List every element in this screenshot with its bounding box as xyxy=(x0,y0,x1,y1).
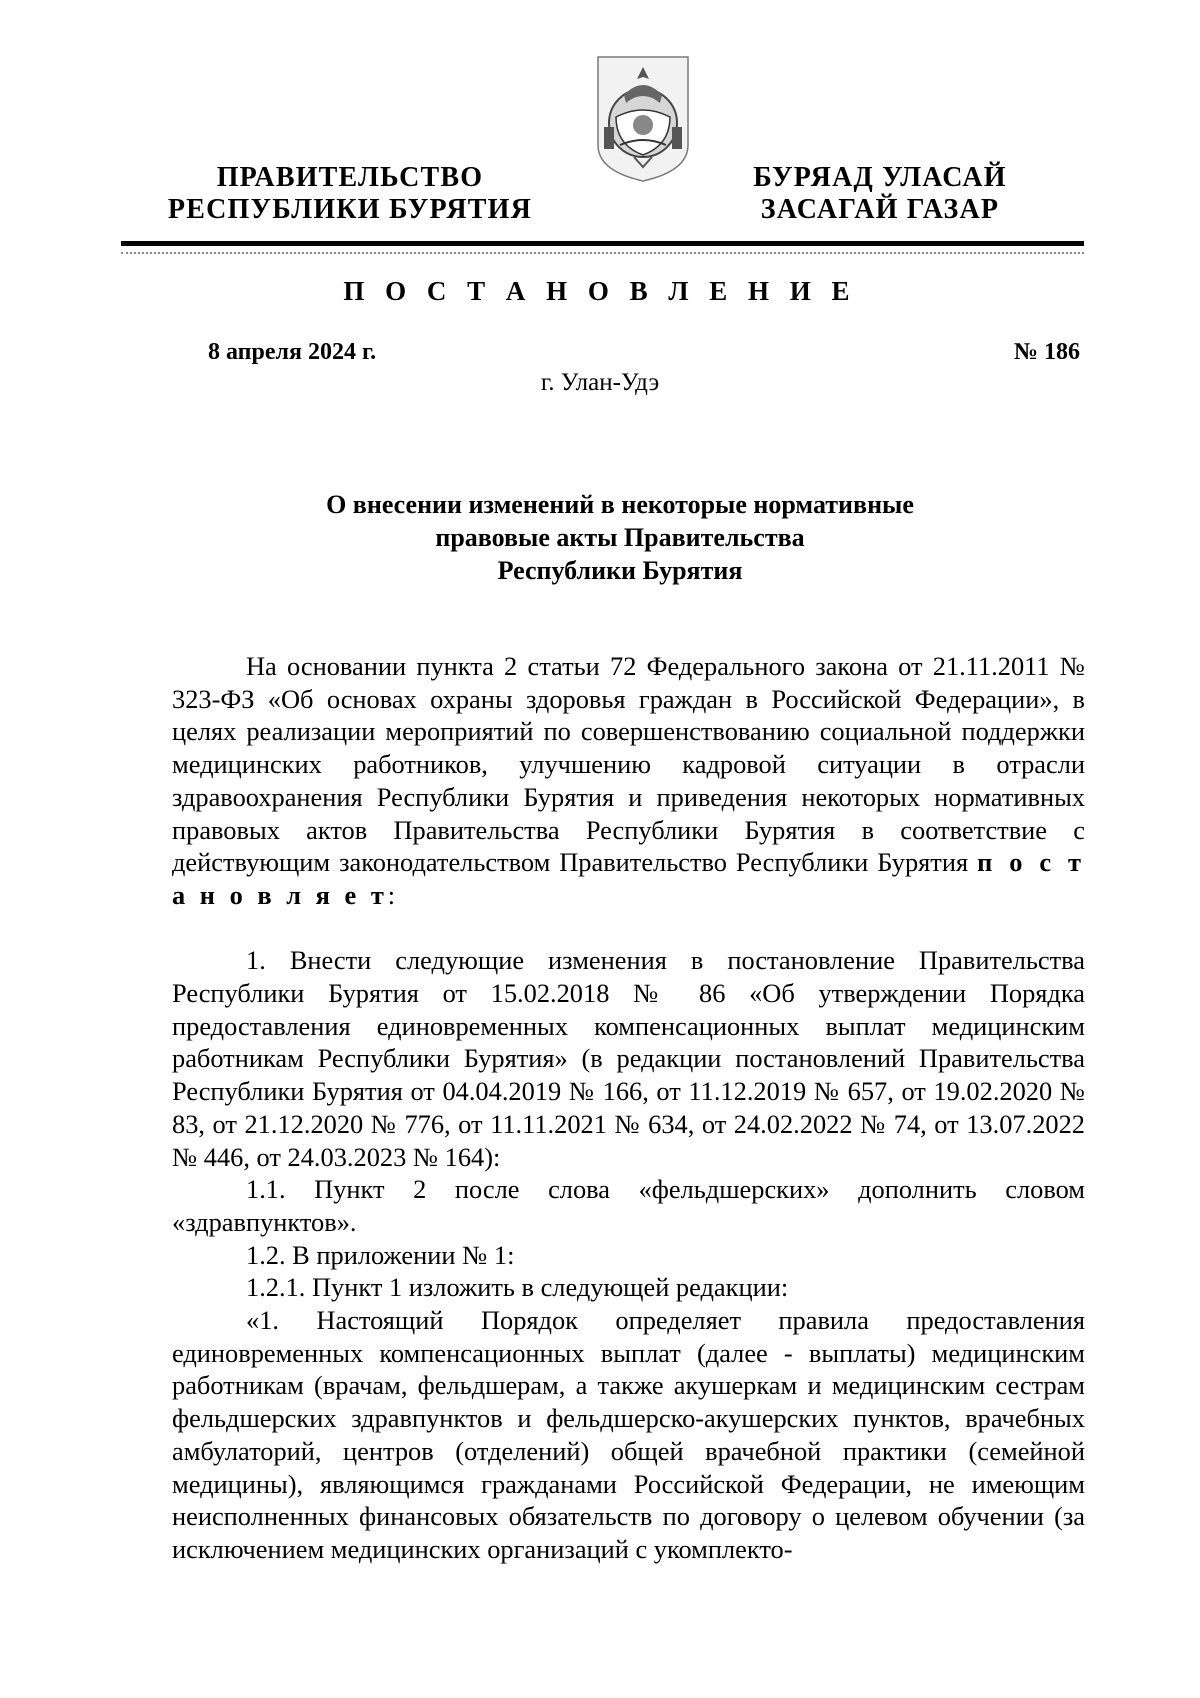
org-name-bua-line1: БУРЯАД УЛАСАЙ xyxy=(753,162,1007,193)
org-name-ru-line2: РЕСПУБЛИКИ БУРЯТИЯ xyxy=(167,194,533,225)
document-city: г. Улан-Удэ xyxy=(540,369,660,396)
preamble-paragraph xyxy=(172,650,1085,912)
coat-of-arms-icon xyxy=(594,53,692,185)
preamble-text: На основании пункта 2 статьи 72 Федерального закона от 21.11.2011 № 323-ФЗ «Об основах охраны здоровья граждан в Российской Федерации», в целях реализации мероприятий по совершенствованию социальной поддержки медицинских работников, улучшению кадровой ситуации в отрасли здравоохранения Республики Бурятия и приведения некоторых нормативных правовых актов Правительства Республики Бурятия в соответствие с действующим законодательством Правительство Республики Бурятия xyxy=(172,651,1085,878)
item-1-2-1: 1.2.1. Пункт 1 изложить в следующей редакции: xyxy=(246,1272,789,1303)
title-line-2: правовые акты Правительства xyxy=(435,523,805,552)
item-1: 1. Внести следующие изменения в постановление Правительства Республики Бурятия от 15.02.2018 № 86 «Об утверждении Порядка предоставления единовременных компенсационных выплат медицинским работникам Республики Бурятия» (в редакции постановлений Правительства Республики Бурятия от 04.04.2019 № 166, от 11.12.2019 № 657, от 19.02.2020 № 83, от 21.12.2020 № 776, от 11.11.2021 № 634, от 24.02.2022 № 74, от 13.07.2022 № 446, от 24.03.2023 № 164): xyxy=(172,945,1085,1172)
org-name-ru-line1: ПРАВИТЕЛЬСТВО xyxy=(216,162,484,193)
header-rule-thick xyxy=(121,241,1084,246)
resolves-word: п о с т а н о в л я е т xyxy=(172,847,1086,910)
item-1-2: 1.2. В приложении № 1: xyxy=(246,1239,515,1270)
document-date: 8 апреля 2024 г. xyxy=(208,339,377,365)
title-line-3: Республики Бурятия xyxy=(497,556,743,585)
document-body xyxy=(172,650,1085,1566)
document-type: П О С Т А Н О В Л Е Н И Е xyxy=(343,276,857,306)
title-line-1: О внесении изменений в некоторые нормативные xyxy=(326,490,914,519)
item-1-1: 1.1. Пункт 2 после слова «фельдшерских» дополнить словом «здравпунктов». xyxy=(172,1174,1085,1237)
quote-item-1: «1. Настоящий Порядок определяет правила предоставления единовременных компенсационных выплат (далее - выплаты) медицинским работникам (врачам, фельдшерам, а также акушеркам и медицинским сестрам фельдшерских здравпунктов и фельдшерско-акушерских пунктов, врачебных амбулаторий, центров (отделений) общей врачебной практики (семейной медицины), являющимся гражданами Российской Федерации, не имеющим неисполненных финансовых обязательств по договору о целевом обучении (за исключением медицинских организаций с укомплекто- xyxy=(172,1305,1085,1564)
resolves-punct: : xyxy=(387,879,396,910)
org-name-bua-line2: ЗАСАГАЙ ГАЗАР xyxy=(760,194,1000,225)
document-number: № 186 xyxy=(1013,339,1080,365)
header-rule-dotted xyxy=(121,252,1084,254)
document-title xyxy=(200,488,1040,587)
